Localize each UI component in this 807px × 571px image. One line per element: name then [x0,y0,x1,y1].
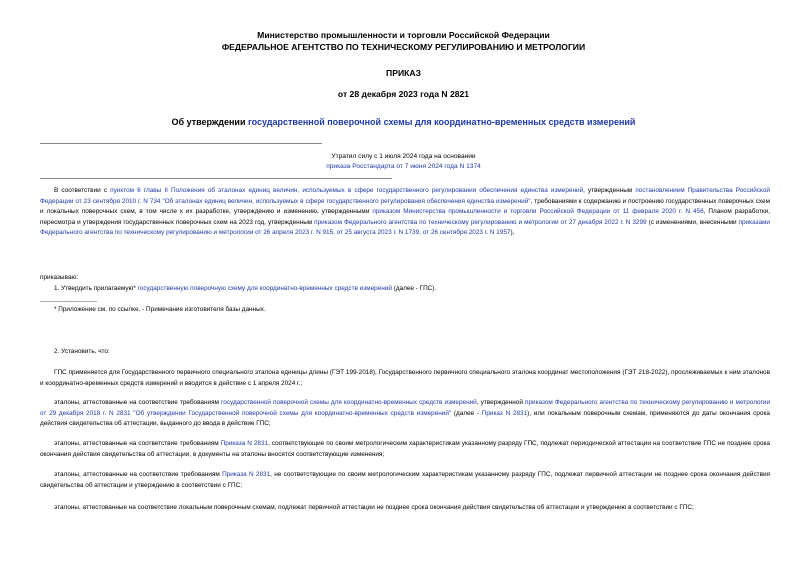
e1-text-3: (далее - [451,409,482,417]
doc-date-number: от 28 декабря 2023 года N 2821 [337,89,470,99]
item-1-link[interactable]: государственную поверочную схему для координатно-временных средств измерений [137,285,392,292]
order-word: приказываю: [40,274,78,281]
e3-link-1[interactable]: Приказа N 2831 [222,471,271,478]
ministry-heading: Министерство промышленности и торговли Российской Федерации [257,30,550,40]
preamble-text-5: (с изменениями, внесенными [646,218,739,226]
e2-link-1[interactable]: Приказа N 2831 [220,440,269,447]
paragraph-gps: ГПС применяется для Государственного первичного специального эталона единицы длины (ГЭТ 199-2018), Государственного первичного специального эталона координат местоположения (ГЭТ 218-2022), прослеживаемых к ним эталонов и координатно-временных средств измерений и вводится в действие с 1 апреля 2024 г.; [40,369,770,387]
title-prefix: Об утверждении [171,117,248,127]
item-1-text-2: (далее - ГПС). [391,285,437,292]
preamble-text-4: , Планом разработки, пересмотра и утверждения государственных поверочных схем на 2023 год, утвержденным [40,208,770,226]
preamble-link-3[interactable]: приказом Министерства промышленности и торговли Российской Федерации от 11 февраля 2020 г. N 456 [372,208,704,216]
item-2: 2. Установить, что: [54,348,110,355]
paragraph-etalons-4: эталоны, аттестованные на соответствие локальным поверочным схемам, подлежат первичной аттестации не позднее срока окончания действия свидетельства об аттестации и утверждению в соответствии с ГПС; [54,504,694,511]
preamble-link-5[interactable]: приказами Федерального агентства по техническому регулированию и метрологии от 26 апреля 2023 г. N 915, от 25 августа 2023 г. N 1739, от 26 сентября 2023 г. N 1957 [40,218,770,237]
paragraph-etalons-1 [40,398,770,430]
preamble-link-4[interactable]: приказом Федерального агентства по техническому регулированию и метрологии от 27 декабря 2022 г. N 3299 [314,218,647,226]
preamble-link-1[interactable]: пунктом 6 главы II Положения об эталонах единиц величин, используемых в сфере государственного регулирования обеспечения единства измерений [110,187,584,194]
preamble-text-6: ), [510,229,515,237]
divider-bottom [40,178,392,179]
preamble-text-2: , утвержденным [583,187,636,194]
status-note-link[interactable]: приказа Росстандарта от 7 июня 2024 года N 1374 [326,163,481,170]
paragraph-etalons-2 [40,439,770,460]
e1-text-4: ), или локальным поверочным схемам, применяются до даты окончания срока действия свидетельства об аттестации, выданного до ввода в действие ГПС; [40,409,770,428]
footnote: * Приложение см. по ссылке. - Примечание изготовителя базы данных. [54,306,266,313]
status-note-line1: Утратил силу с 1 июля 2024 года на основании [331,153,476,160]
e1-link-2[interactable]: приказом Федерального агентства по техническому регулированию и метрологии от 29 декабря 2018 г. N 2831 "Об утверждении Государственной поверочной схемы для координатно-временных средств измерений" [40,399,771,417]
preamble-text-3: , требованиями к содержанию и построению государственных поверочных схем и локальных поверочных схем, в том числе к их разработке, утверждению и изменению, утвержденными [40,197,771,216]
e3-text-2: , не соответствующие по своим метрологическим характеристикам указанному разряду ГПС, подлежат первичной аттестации не позднее срока окончания действия свидетельства об аттестации и утверждению в соответствии с ГПС; [40,471,770,489]
paragraph-etalons-3 [40,470,770,491]
doc-type-heading: ПРИКАЗ [386,68,421,78]
agency-heading: ФЕДЕРАЛЬНОЕ АГЕНТСТВО ПО ТЕХНИЧЕСКОМУ РЕГУЛИРОВАНИЮ И МЕТРОЛОГИИ [221,42,586,52]
item-1-text-1: 1. Утвердить прилагаемую* [54,285,138,292]
e2-text-1: эталоны, аттестованные на соответствие требованиям [54,440,221,447]
e1-text-2: , утвержденной [476,399,525,406]
e1-link-1[interactable]: государственной поверочной схемы для координатно-временных средств измерений [221,399,477,406]
preamble-link-2[interactable]: постановлением Правительства Российской Федерации от 23 сентября 2010 г. N 734 "Об эталонах единиц величин, используемых в сфере государственного регулирования обеспечения единства измерений" [40,187,771,205]
document-title [0,117,807,127]
e1-link-3[interactable]: Приказ N 2831 [481,409,528,417]
preamble-text-1: В соответствии с [54,187,111,194]
e3-text-1: эталоны, аттестованные на соответствие требованиям [54,471,223,478]
divider-top [40,143,322,144]
e2-text-2: , соответствующие по своим метрологическим характеристикам указанному разряду ГПС, подлежат периодической аттестации на соответствие ГПС не позднее срока окончания действия свидетельства об аттестации, в документы на эталоны вносятся соответствующие изменения; [40,440,770,458]
preamble-paragraph [40,186,770,239]
title-link[interactable]: государственной поверочной схемы для координатно-временных средств измерений [248,117,636,127]
e1-text-1: эталоны, аттестованные на соответствие требованиям [54,399,222,406]
item-1 [54,284,770,294]
footnote-rule: ________________ [40,295,97,302]
